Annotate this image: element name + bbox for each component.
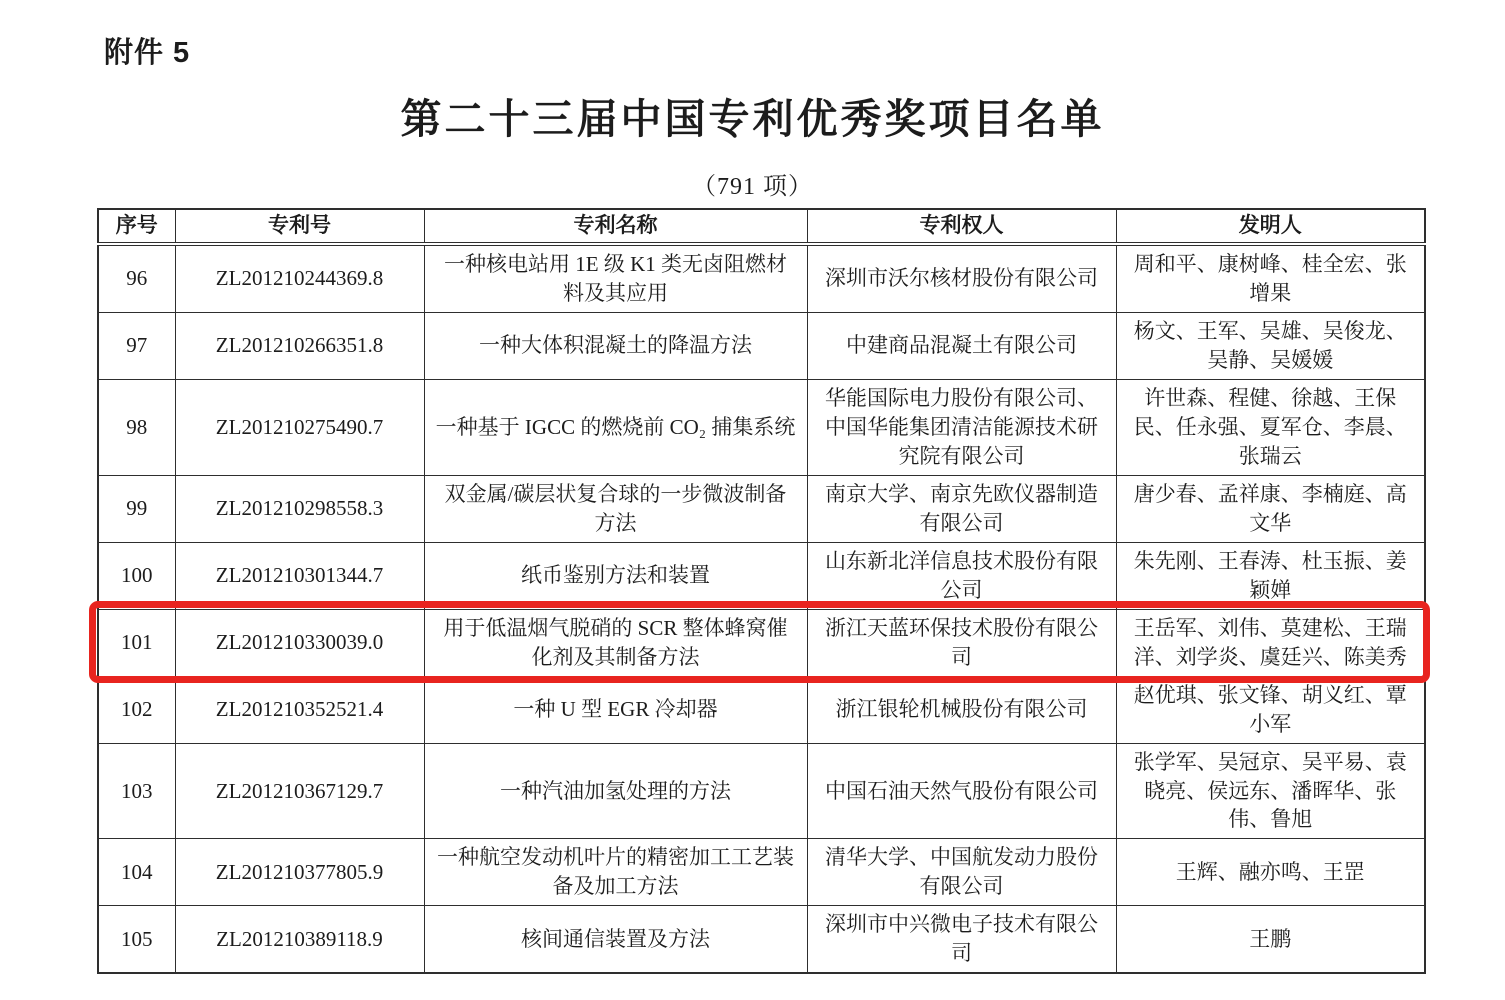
cell-patent-name: 双金属/碳层状复合球的一步微波制备方法 bbox=[424, 475, 807, 542]
cell-patent-name: 一种基于 IGCC 的燃烧前 CO₂ 捕集系统 bbox=[424, 379, 807, 475]
page-subtitle: （791 项） bbox=[692, 174, 813, 200]
cell-no: 103 bbox=[98, 743, 175, 839]
cell-no: 96 bbox=[98, 244, 175, 312]
cell-no: 98 bbox=[98, 379, 175, 475]
attachment-label: 附件 5 bbox=[104, 37, 191, 69]
table-row bbox=[98, 379, 1425, 475]
table-body bbox=[98, 244, 1425, 973]
cell-no: 97 bbox=[98, 312, 175, 379]
cell-patent-number: ZL201210330039.0 bbox=[175, 609, 424, 676]
cell-no: 102 bbox=[98, 676, 175, 743]
cell-inventors: 唐少春、孟祥康、李楠庭、高文华 bbox=[1116, 475, 1425, 542]
cell-inventors: 杨文、王军、吴雄、吴俊龙、吴静、吴媛媛 bbox=[1116, 312, 1425, 379]
cell-patentee: 南京大学、南京先欧仪器制造有限公司 bbox=[807, 475, 1116, 542]
cell-inventors: 王岳军、刘伟、莫建松、王瑞洋、刘学炎、虞廷兴、陈美秀 bbox=[1116, 609, 1425, 676]
table-row bbox=[98, 475, 1425, 542]
cell-patent-number: ZL201210377805.9 bbox=[175, 839, 424, 906]
cell-patent-name: 用于低温烟气脱硝的 SCR 整体蜂窝催化剂及其制备方法 bbox=[424, 609, 807, 676]
cell-patentee: 山东新北洋信息技术股份有限公司 bbox=[807, 542, 1116, 609]
table-row bbox=[98, 839, 1425, 906]
table-header bbox=[98, 209, 1425, 244]
cell-patent-name: 一种核电站用 1E 级 K1 类无卤阻燃材料及其应用 bbox=[424, 244, 807, 312]
cell-patentee: 浙江银轮机械股份有限公司 bbox=[807, 676, 1116, 743]
patent-table bbox=[97, 208, 1426, 974]
cell-patentee: 深圳市沃尔核材股份有限公司 bbox=[807, 244, 1116, 312]
cell-patent-number: ZL201210298558.3 bbox=[175, 475, 424, 542]
cell-no: 100 bbox=[98, 542, 175, 609]
table-row bbox=[98, 743, 1425, 839]
cell-patentee: 浙江天蓝环保技术股份有限公司 bbox=[807, 609, 1116, 676]
cell-inventors: 王辉、融亦鸣、王罡 bbox=[1116, 839, 1425, 906]
cell-patent-number: ZL201210352521.4 bbox=[175, 676, 424, 743]
table-row bbox=[98, 542, 1425, 609]
table-row bbox=[98, 676, 1425, 743]
table-row bbox=[98, 609, 1425, 676]
cell-patent-number: ZL201210244369.8 bbox=[175, 244, 424, 312]
cell-patent-name: 一种大体积混凝土的降温方法 bbox=[424, 312, 807, 379]
cell-patent-number: ZL201210266351.8 bbox=[175, 312, 424, 379]
cell-no: 105 bbox=[98, 906, 175, 973]
cell-inventors: 张学军、吴冠京、吴平易、袁晓亮、侯远东、潘晖华、张伟、鲁旭 bbox=[1116, 743, 1425, 839]
table-header-row bbox=[98, 209, 1425, 244]
table-row bbox=[98, 312, 1425, 379]
cell-no: 101 bbox=[98, 609, 175, 676]
cell-inventors: 王鹏 bbox=[1116, 906, 1425, 973]
page-title: 第二十三届中国专利优秀奖项目名单 bbox=[400, 96, 1105, 142]
table-row bbox=[98, 906, 1425, 973]
cell-patentee: 深圳市中兴微电子技术有限公司 bbox=[807, 906, 1116, 973]
header-patent-number: 专利号 bbox=[175, 209, 424, 244]
header-no: 序号 bbox=[98, 209, 175, 244]
table-row bbox=[98, 244, 1425, 312]
cell-no: 99 bbox=[98, 475, 175, 542]
header-patentee: 专利权人 bbox=[807, 209, 1116, 244]
cell-patent-number: ZL201210389118.9 bbox=[175, 906, 424, 973]
cell-inventors: 赵优琪、张文锋、胡义红、覃小军 bbox=[1116, 676, 1425, 743]
cell-patent-name: 一种汽油加氢处理的方法 bbox=[424, 743, 807, 839]
cell-patent-name: 一种航空发动机叶片的精密加工工艺装备及加工方法 bbox=[424, 839, 807, 906]
cell-inventors: 朱先刚、王春涛、杜玉振、姜颖婵 bbox=[1116, 542, 1425, 609]
cell-patentee: 中建商品混凝土有限公司 bbox=[807, 312, 1116, 379]
cell-patent-number: ZL201210301344.7 bbox=[175, 542, 424, 609]
cell-patentee: 中国石油天然气股份有限公司 bbox=[807, 743, 1116, 839]
cell-patent-number: ZL201210275490.7 bbox=[175, 379, 424, 475]
cell-patent-name: 纸币鉴别方法和装置 bbox=[424, 542, 807, 609]
cell-inventors: 周和平、康树峰、桂全宏、张增果 bbox=[1116, 244, 1425, 312]
cell-inventors: 许世森、程健、徐越、王保民、任永强、夏军仓、李晨、张瑞云 bbox=[1116, 379, 1425, 475]
patent-table-container bbox=[97, 208, 1424, 974]
cell-patentee: 华能国际电力股份有限公司、中国华能集团清洁能源技术研究院有限公司 bbox=[807, 379, 1116, 475]
cell-patentee: 清华大学、中国航发动力股份有限公司 bbox=[807, 839, 1116, 906]
cell-patent-number: ZL201210367129.7 bbox=[175, 743, 424, 839]
header-inventors: 发明人 bbox=[1116, 209, 1425, 244]
cell-no: 104 bbox=[98, 839, 175, 906]
header-patent-name: 专利名称 bbox=[424, 209, 807, 244]
cell-patent-name: 核间通信装置及方法 bbox=[424, 906, 807, 973]
cell-patent-name: 一种 U 型 EGR 冷却器 bbox=[424, 676, 807, 743]
